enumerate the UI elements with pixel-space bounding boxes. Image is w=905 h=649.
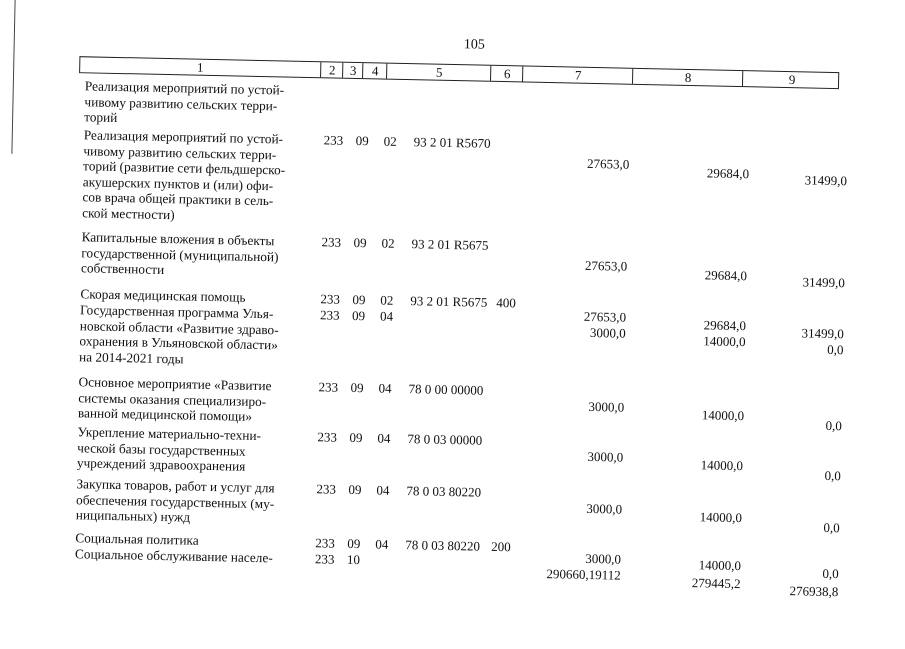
header-col-5: 5 — [386, 64, 491, 81]
code-subsection: 02 — [383, 133, 397, 149]
value-2021: 0,0 — [823, 519, 840, 536]
value-2020: 279445,2 — [691, 575, 741, 592]
value-2020: 14000,0 — [700, 457, 744, 474]
code-expense: 400 — [496, 294, 517, 311]
value-2019: 3000,0 — [585, 550, 622, 567]
header-col-7: 7 — [522, 66, 633, 83]
row-description: Укрепление материально-техни- ческой базы государственных учреждений здравоохранения — [76, 424, 262, 474]
code-subsection: 04 — [378, 380, 392, 396]
header-col-9: 9 — [742, 71, 841, 88]
code-expense: 200 — [491, 538, 511, 555]
scan-margin-line — [11, 0, 15, 154]
header-col-1: 1 — [196, 59, 204, 75]
value-2020: 14000,0 — [698, 557, 742, 574]
code-section: 09 — [351, 307, 366, 324]
value-2020: 14000,0 — [703, 333, 746, 350]
value-2021: 31499,0 — [802, 274, 846, 291]
code-subsection: 04 — [376, 482, 390, 498]
code-admin: 233 — [323, 132, 344, 148]
code-section: 09 — [350, 379, 364, 396]
header-col-6: 6 — [490, 66, 523, 82]
row-description: Основное мероприятие «Развитие системы оказания специализиро- ванной медицинской помощи» — [77, 374, 272, 424]
code-section: 09 — [347, 535, 361, 552]
code-target: 78 0 03 80220 — [405, 537, 481, 554]
code-admin: 233 — [319, 307, 340, 323]
code-section: 09 — [353, 234, 367, 251]
header-col-8: 8 — [632, 69, 743, 86]
code-subsection: 04 — [375, 536, 389, 552]
row-description: Реализация мероприятий по устой- чивому развитию сельских терри- торий — [84, 78, 285, 125]
value-2019: 27653,0 — [586, 155, 630, 172]
code-section: 09 — [352, 291, 366, 308]
value-2019: 3000,0 — [589, 324, 626, 341]
code-admin: 233 — [317, 429, 338, 445]
table-row — [75, 374, 843, 434]
code-admin: 233 — [318, 379, 339, 395]
code-section: 09 — [355, 132, 369, 149]
value-2020: 29684,0 — [704, 267, 748, 284]
value-2019: 27653,0 — [583, 308, 627, 325]
header-col-3: 3 — [342, 63, 363, 78]
code-target: 78 0 00 00000 — [408, 381, 484, 398]
value-2019: 27653,0 — [584, 257, 628, 274]
code-subsection: 02 — [380, 292, 394, 308]
code-target: 78 0 03 80220 — [406, 483, 482, 500]
row-description: Реализация мероприятий по устой- чивому развитию сельских терри- торий (развитие сети фельдшерско- акушерских пунктов и (или) офи- сов врача общей практики в сель- ской местности) — [82, 127, 286, 222]
value-2019: 3000,0 — [588, 398, 625, 415]
code-section: 10 — [346, 551, 361, 568]
row-description: Закупка товаров, работ и услуг для обеспечения государственных (му- ниципальных) нужд — [75, 476, 275, 525]
code-admin: 233 — [315, 535, 335, 551]
code-section: 09 — [349, 429, 363, 446]
row-description: Социальная политика — [75, 530, 199, 548]
table-row — [78, 229, 846, 291]
code-admin: 233 — [316, 481, 337, 497]
value-2019: 3000,0 — [586, 500, 623, 517]
value-2021: 31499,0 — [804, 172, 848, 189]
header-col-2: 2 — [320, 62, 343, 77]
code-admin: 233 — [314, 551, 335, 567]
code-target: 93 2 01 R5670 — [413, 134, 491, 151]
value-2019: 3000,0 — [587, 448, 624, 465]
row-description: Капитальные вложения в объекты государственной (муниципальной) собственности — [80, 229, 279, 278]
value-2020: 14000,0 — [699, 509, 743, 526]
value-2021: 31499,0 — [801, 325, 844, 342]
code-admin: 233 — [320, 291, 341, 307]
code-target: 93 2 01 R5675 — [410, 293, 488, 310]
table-row — [80, 127, 848, 222]
value-2019: 290660,19112 — [546, 566, 621, 583]
code-admin: 233 — [321, 234, 342, 250]
value-2020: 29684,0 — [703, 317, 747, 334]
table-row — [74, 424, 841, 484]
page-number: 105 — [463, 37, 485, 53]
table-row — [73, 476, 840, 536]
value-2021: 0,0 — [827, 341, 844, 358]
value-2021: 276938,8 — [789, 583, 839, 600]
header-col-4: 4 — [362, 63, 387, 79]
code-target: 78 0 03 00000 — [407, 431, 483, 448]
value-2021: 0,0 — [822, 565, 839, 582]
code-subsection: 02 — [381, 235, 395, 251]
row-description: Скорая медицинская помощь — [80, 286, 246, 305]
row-description: Социальное обслуживание населе- — [74, 546, 273, 566]
value-2021: 0,0 — [824, 467, 841, 484]
value-2021: 0,0 — [825, 417, 843, 434]
code-subsection: 04 — [377, 430, 391, 446]
row-description: Государственная программа Улья- новской области «Развитие здраво- охранения в Ульяновской области» на 2014-2021 годы — [79, 302, 279, 366]
code-section: 09 — [348, 481, 362, 498]
code-target: 93 2 01 R5675 — [411, 236, 489, 253]
value-2020: 14000,0 — [701, 407, 745, 424]
code-subsection: 04 — [379, 308, 394, 324]
value-2020: 29684,0 — [706, 165, 750, 182]
